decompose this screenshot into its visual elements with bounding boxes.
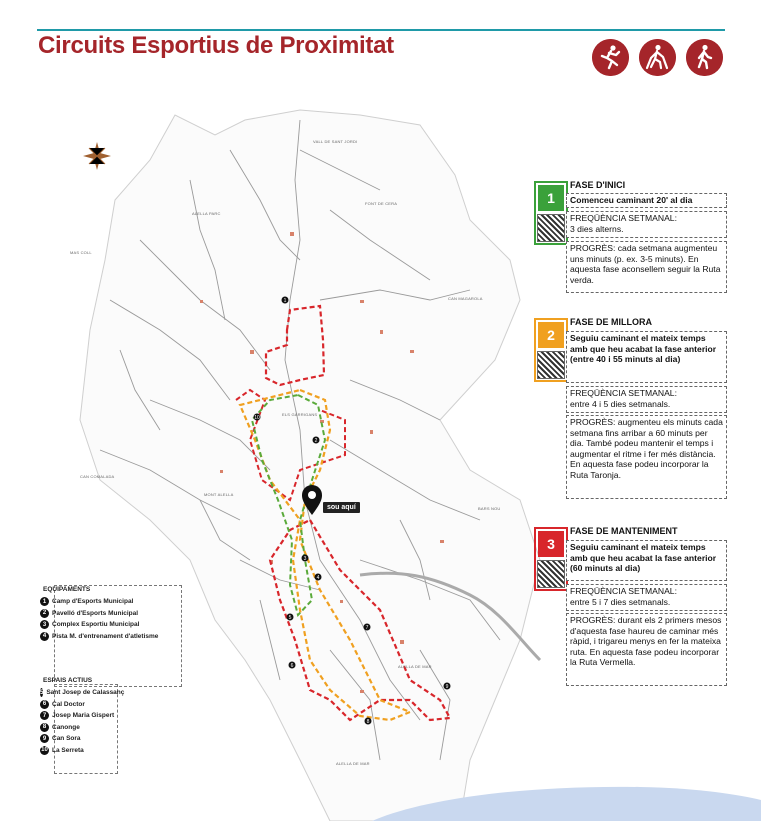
qr-code-icon[interactable] — [537, 214, 565, 242]
marker-5: 5 — [40, 689, 44, 696]
qr-code-icon[interactable] — [537, 351, 565, 379]
legend-label: Canonge — [52, 723, 80, 731]
marker-1: 1 — [40, 597, 49, 606]
frequency-label: FREQÜÈNCIA SETMANAL: — [570, 586, 677, 596]
marker-4: 4 — [40, 632, 49, 641]
map-label: MONT ALELLA — [204, 492, 234, 497]
frequency-value: entre 4 i 5 dies setmanals. — [570, 398, 671, 409]
map-marker-number: 9 — [445, 683, 449, 690]
headline-text: Seguiu caminant el mateix temps amb que heu acabat la fase anterior (60 minuts al dia) — [570, 542, 717, 573]
qr-code-icon[interactable] — [537, 560, 565, 588]
legend-item — [40, 699, 120, 711]
legend-label: Pista M. d'entrenament d'atletisme — [52, 632, 159, 640]
map-label: VALL DE SANT JORDI — [313, 139, 358, 144]
headline-text: Seguiu caminant el mateix temps amb que heu acabat la fase anterior (entre 40 i 55 minuts al dia) — [570, 333, 717, 364]
legend-label: Cal Doctor — [52, 700, 85, 708]
phase-3-badge — [534, 527, 568, 591]
frequency-value: 3 dies alterns. — [570, 223, 624, 234]
municipal-area — [80, 110, 540, 821]
phase-2-number: 2 — [538, 322, 564, 348]
map-label: ALELLA DE MAR — [336, 761, 370, 766]
map-marker-number: 2 — [314, 437, 318, 444]
map-marker-number: 5 — [288, 614, 292, 621]
map-marker-number: 10 — [254, 414, 260, 421]
headline-text: Comenceu caminant 20' al dia — [570, 195, 693, 205]
you-are-here-label: sou aquí — [323, 502, 360, 513]
map-marker-number: 3 — [303, 555, 307, 562]
progress-text: PROGRÈS: durant els 2 primers mesos d'aquesta fase haureu de caminar més ràpid, i trigareu menys en fer la mateixa ruta. En aquesta fase podeu incorporar la Ruta Vermella. — [570, 615, 722, 667]
map-label: MAS COLL — [70, 250, 92, 255]
phase-1-badge — [534, 181, 568, 245]
map-marker-number: 4 — [316, 574, 320, 581]
legend-heading: EQUIPAMENTS — [43, 586, 91, 593]
phase-2-title: FASE DE MILLORA — [570, 317, 653, 327]
map-marker-number: 7 — [365, 624, 369, 631]
map-label: BARS NOU — [478, 506, 501, 511]
map-marker-number: 1 — [283, 297, 287, 304]
legend-label: Pavelló d'Esports Municipal — [52, 609, 139, 617]
marker-6: 6 — [40, 700, 49, 709]
phase-2-progress — [566, 415, 727, 499]
legend-item — [40, 631, 180, 643]
marker-3: 3 — [40, 620, 49, 629]
marker-2: 2 — [40, 609, 49, 618]
page-title: Circuits Esportius de Proximitat — [38, 32, 394, 59]
phase-3-number: 3 — [538, 531, 564, 557]
legend-item — [40, 722, 120, 734]
compass-rose-icon — [83, 142, 111, 170]
phase-1-number: 1 — [538, 185, 564, 211]
phase-3-frequency — [566, 584, 727, 611]
marker-10: 10 — [41, 747, 48, 754]
phase-3-title: FASE DE MANTENIMENT — [570, 526, 678, 536]
map-label: ELS GARRIGANS — [282, 412, 318, 417]
frequency-label: FREQÜÈNCIA SETMANAL: — [570, 213, 677, 223]
legend-item — [40, 608, 180, 620]
map-label: ALELLA PARC — [192, 211, 221, 216]
phase-2-frequency — [566, 386, 727, 413]
legend-item — [40, 710, 120, 722]
map-label: FONT DE CERA — [365, 201, 398, 206]
map-marker-number: 8 — [366, 718, 370, 725]
legend-espais-actius — [40, 675, 125, 756]
legend-label: La Serreta — [52, 746, 84, 754]
phase-1-headline — [566, 193, 727, 208]
legend-label: Sant Josep de Calassanç — [46, 689, 125, 697]
legend-label: Camp d'Esports Municipal — [52, 598, 134, 606]
phase-2-headline — [566, 331, 727, 383]
phase-3-headline — [566, 540, 727, 581]
marker-9: 9 — [40, 734, 49, 743]
legend-item — [40, 745, 120, 757]
frequency-value: entre 5 i 7 dies setmanals. — [570, 596, 671, 607]
progress-text: PROGRÈS: augmenteu els minuts cada setmana fins arribar a 60 minuts per dia. També podeu mantenir el temps i augmentar el ritme i fer més distància. En aquesta fase podeu incorporar la Ruta Taronja. — [570, 417, 723, 480]
map-label: CAN COMALADA — [80, 474, 115, 479]
legend-label: Josep Maria Gispert — [52, 712, 115, 720]
map-label: ALELLA DE MAR — [398, 664, 432, 669]
progress-text: PROGRÈS: cada setmana augmenteu uns minuts (p. ex. 3-5 minuts). En aquesta fase aconsellem seguir la Ruta verda. — [570, 243, 721, 285]
legend-item — [40, 687, 125, 699]
legend-label: Can Sora — [52, 735, 81, 743]
frequency-label: FREQÜÈNCIA SETMANAL: — [570, 388, 677, 398]
phase-1-progress — [566, 241, 727, 293]
map-marker-number: 6 — [290, 662, 294, 669]
legend-label: Complex Esportiu Municipal — [52, 621, 140, 629]
legend-equipaments — [40, 584, 180, 642]
marker-8: 8 — [40, 723, 49, 732]
legend-item — [40, 733, 120, 745]
legend-item — [40, 596, 180, 608]
phase-3-progress — [566, 613, 727, 686]
legend-heading: ESPAIS ACTIUS — [43, 677, 93, 684]
phase-1-title: FASE D'INICI — [570, 180, 626, 190]
phase-2-badge — [534, 318, 568, 382]
marker-7: 7 — [40, 711, 49, 720]
legend-item — [40, 619, 180, 631]
phase-1-frequency — [566, 211, 727, 238]
map-label: CAN MAGAROLA — [448, 296, 483, 301]
